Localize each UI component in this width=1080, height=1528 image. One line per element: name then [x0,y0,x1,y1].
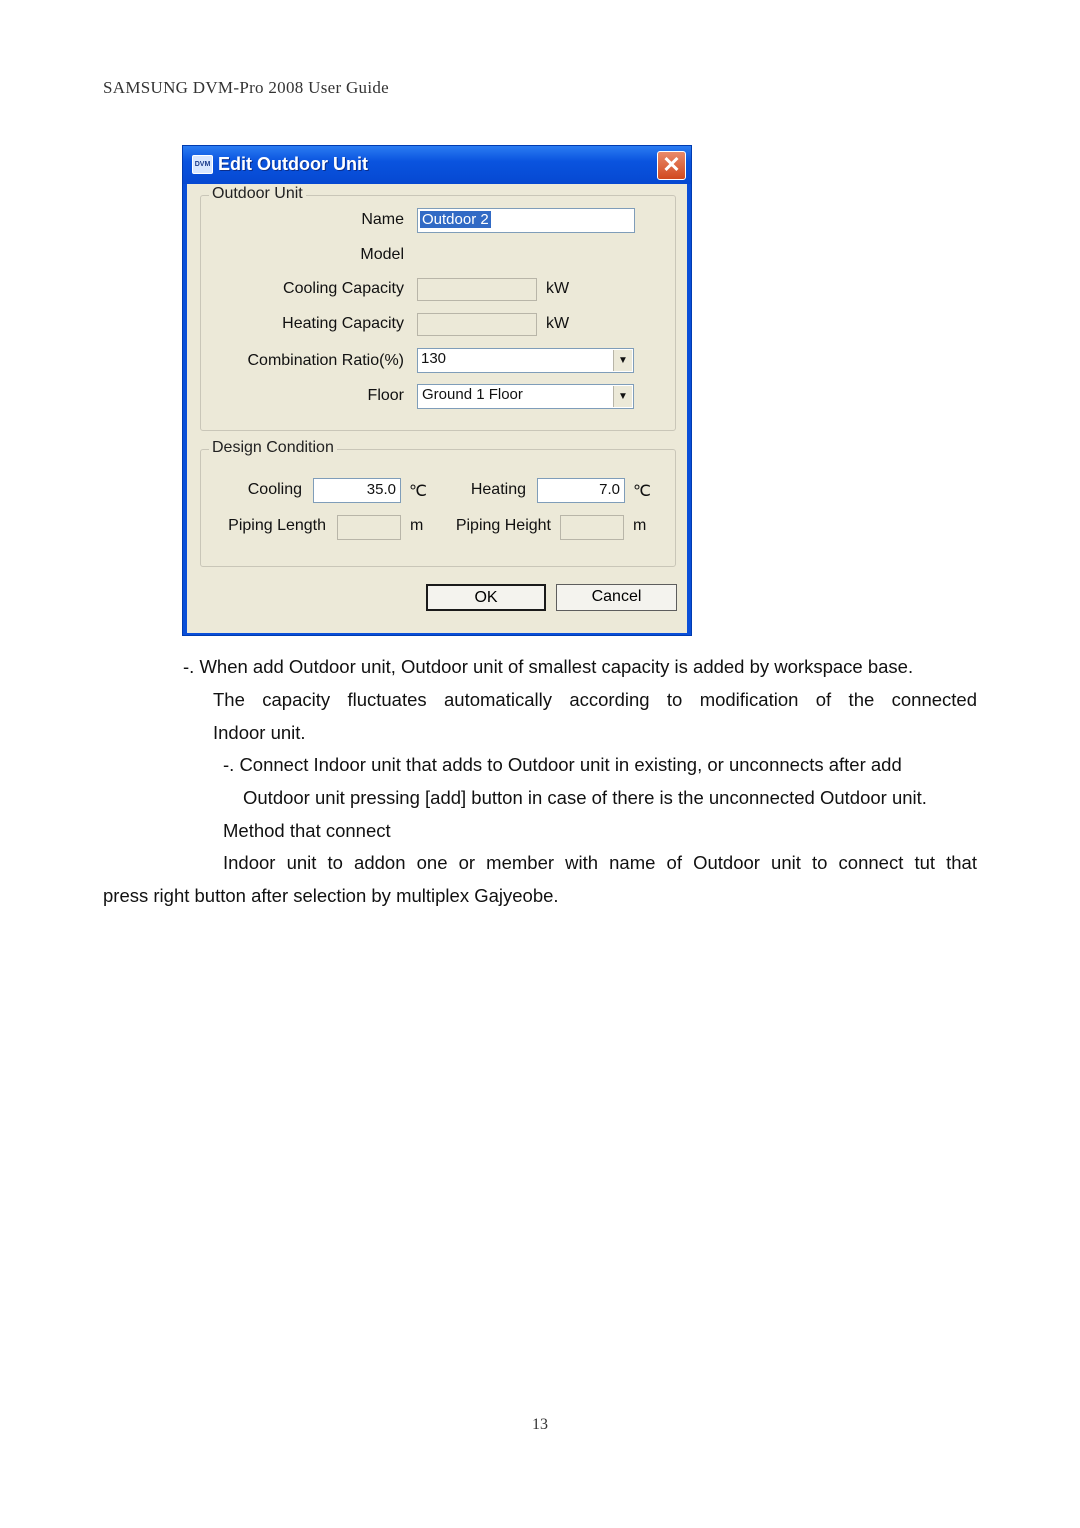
dialog-title: Edit Outdoor Unit [218,154,368,174]
dialog-client-area [187,184,687,633]
ok-button[interactable]: OK [426,584,546,611]
floor-select[interactable] [417,384,634,409]
cooling-capacity-input [417,278,537,301]
edit-outdoor-unit-dialog [182,145,692,636]
piping-length-input [337,515,401,540]
body-line: Method that connect [223,820,391,841]
cooling-unit: ℃ [409,483,427,500]
cooling-capacity-unit: kW [546,280,570,297]
body-line: -. When add Outdoor unit, Outdoor unit of smallest capacity is added by workspace base. [183,656,914,677]
piping-height-input [560,515,624,540]
piping-length-label: Piping Length [228,517,326,534]
combination-ratio-value: 130 [421,350,447,367]
cooling-capacity-label: Cooling Capacity [283,280,404,297]
cooling-label: Cooling [247,481,302,498]
model-label: Model [360,246,404,263]
body-line: press right button after selection by multiplex Gajyeobe. [103,885,559,906]
heating-capacity-label: Heating Capacity [282,315,404,332]
floor-value: Ground 1 Floor [422,386,523,403]
name-label: Name [361,211,404,228]
close-button[interactable]: ✕ [657,151,686,180]
body-line: Indoor unit. [213,722,306,743]
body-line: -. Connect Indoor unit that adds to Outdoor unit in existing, or unconnects after add [223,754,902,775]
chevron-down-icon[interactable]: ▼ [613,386,632,407]
heating-capacity-input [417,313,537,336]
body-line: The capacity fluctuates automatically according to modification of the connected [213,689,977,710]
combination-ratio-select[interactable] [417,348,634,373]
page-header: SAMSUNG DVM-Pro 2008 User Guide [103,78,390,97]
page-number: 13 [532,1416,548,1433]
design-condition-group-label: Design Condition [209,439,337,457]
piping-height-unit: m [633,517,647,534]
piping-height-label: Piping Height [455,517,551,534]
body-line: Indoor unit to addon one or member with name of Outdoor unit to connect tut that [223,852,977,873]
heating-label: Heating [470,481,526,498]
floor-label: Floor [367,387,404,404]
heating-input[interactable]: 7.0 [537,478,625,503]
dialog-titlebar[interactable] [183,146,691,184]
app-icon: DVM [192,155,213,174]
design-condition-group [200,439,676,567]
name-input[interactable] [417,208,635,233]
combination-ratio-label: Combination Ratio(%) [247,352,404,369]
piping-length-unit: m [410,517,424,534]
body-line: Outdoor unit pressing [add] button in case of there is the unconnected Outdoor unit. [243,787,927,808]
cancel-button[interactable]: Cancel [556,584,677,611]
name-input-value: Outdoor 2 [422,211,489,228]
heating-unit: ℃ [633,483,651,500]
outdoor-unit-group-label: Outdoor Unit [209,185,306,203]
chevron-down-icon[interactable]: ▼ [613,350,632,371]
heating-capacity-unit: kW [546,315,570,332]
cooling-input[interactable]: 35.0 [313,478,401,503]
